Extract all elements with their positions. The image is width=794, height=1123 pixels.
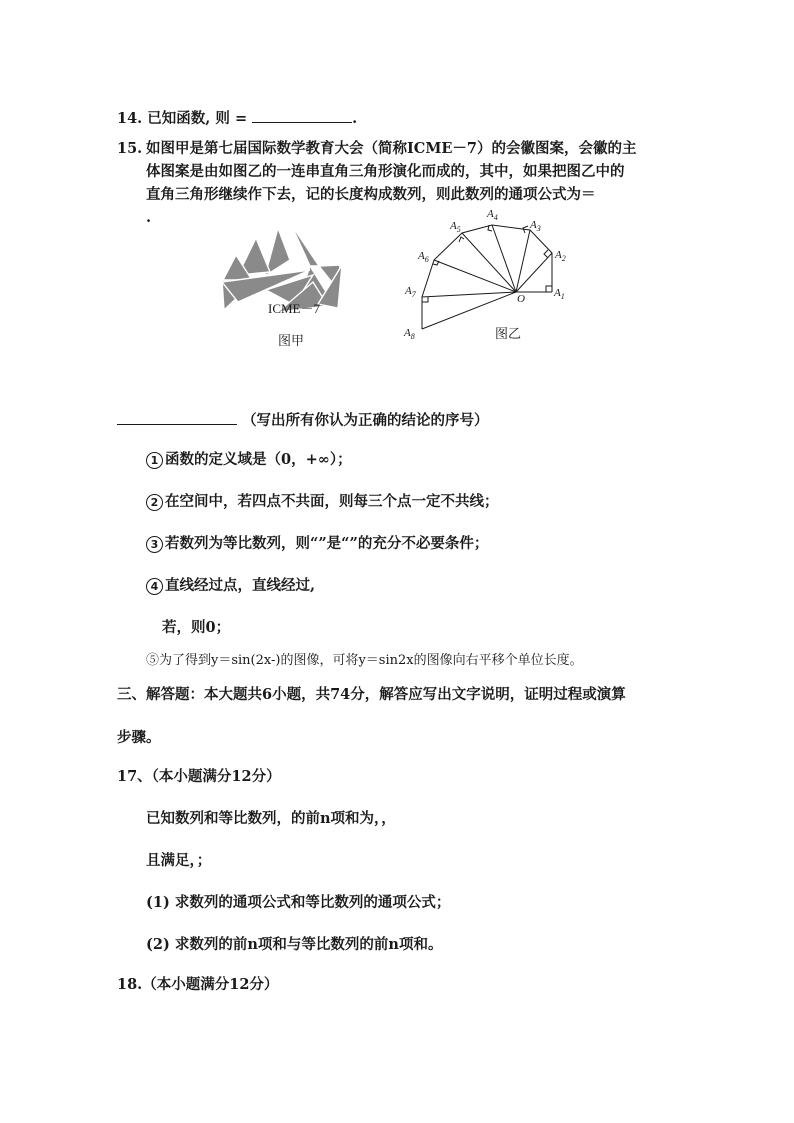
- statement-2: [146, 493, 499, 511]
- question-15-line-2: 体图案是由如图乙的一连串直角三角形演化而成的，其中，如果把图乙中的: [146, 163, 625, 180]
- circled-number-2: 2: [146, 494, 163, 511]
- question-15-line-4: .: [146, 209, 152, 226]
- answer-blank-16[interactable]: [117, 410, 237, 425]
- point-a7-label: $A_7$: [405, 285, 416, 300]
- statement-3-text: 若数列为等比数列，则“”是“”的充分不必要条件；: [165, 535, 489, 552]
- point-o-label: O: [517, 293, 525, 305]
- point-a8-label: $A_8$: [404, 327, 415, 342]
- question-17-line-2: 且满足，；: [146, 852, 212, 869]
- question-15-line-1: 如图甲是第七届国际数学教育大会（简称ICME－7）的会徽图案，会徽的主: [146, 140, 637, 157]
- point-a4-label: $A_4$: [487, 208, 498, 223]
- question-15-number: 15.: [117, 140, 143, 157]
- circled-number-4: 4: [146, 578, 163, 595]
- icme-emblem-graphic: [218, 220, 348, 348]
- question-16-instruction: （写出所有你认为正确的结论的序号）: [242, 412, 489, 429]
- question-15-line-3: 直角三角形继续作下去，记的长度构成数列，则此数列的通项公式为＝: [146, 186, 596, 203]
- figure-yi-label: 图乙: [495, 326, 522, 341]
- question-14-end: .: [352, 110, 358, 127]
- statement-1: [146, 451, 352, 469]
- question-18-header: 18.（本小题满分12分）: [117, 976, 279, 993]
- question-14-text: 已知函数, 则 =: [147, 110, 248, 127]
- question-17-part-1: (1) 求数列的通项公式和等比数列的通项公式；: [146, 894, 451, 911]
- question-14: [117, 108, 357, 128]
- statement-4-text: 直线经过点，直线经过,: [165, 577, 316, 594]
- figure-jia-label: 图甲: [278, 333, 305, 348]
- icme-caption: ICME－7: [268, 301, 321, 316]
- statement-1-text: 函数的定义域是（0，+∞）；: [165, 451, 352, 468]
- question-16-instruction-row: [117, 410, 489, 430]
- statement-3: [146, 535, 488, 553]
- circled-number-3: 3: [146, 536, 163, 553]
- question-14-number: 14.: [117, 110, 143, 127]
- point-a3-label: $A_3$: [530, 219, 541, 234]
- section-3-heading: 三、解答题：本大题共6小题，共74分，解答应写出文字说明，证明过程或演算: [117, 686, 626, 703]
- point-a6-label: $A_6$: [418, 250, 429, 265]
- point-a1-label: $A_1$: [554, 287, 565, 302]
- question-17-part-2: (2) 求数列的前n项和与等比数列的前n项和。: [146, 936, 443, 953]
- statement-2-text: 在空间中，若四点不共面，则每三个点一定不共线；: [165, 493, 499, 510]
- question-17-header: 17、（本小题满分12分）: [117, 768, 281, 785]
- figure-spiral-triangles: [400, 205, 580, 345]
- circled-number-1: 1: [146, 452, 163, 469]
- point-a5-label: $A_5$: [450, 220, 461, 235]
- section-3-heading-cont: 步骤。: [117, 729, 161, 746]
- statement-4-continued: 若，则0；: [162, 619, 231, 636]
- answer-blank-14[interactable]: [252, 108, 352, 123]
- point-a2-label: $A_2$: [555, 249, 566, 264]
- question-17-line-1: 已知数列和等比数列，的前n项和为，，: [146, 810, 396, 827]
- statement-5: ⑤为了得到y＝sin(2x-)的图像，可将y＝sin2x的图像向右平移个单位长度。: [146, 653, 583, 668]
- figure-icme-emblem: [218, 220, 348, 348]
- spiral-diagram: [400, 205, 580, 345]
- statement-4: [146, 577, 315, 595]
